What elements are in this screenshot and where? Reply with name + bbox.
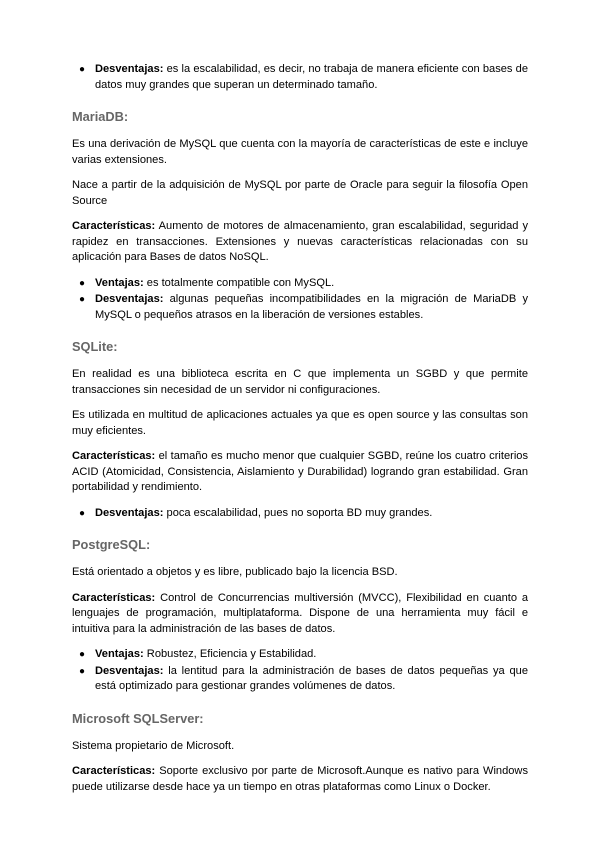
bullet-dot-icon: ●	[79, 665, 86, 677]
bullet-item	[72, 292, 528, 323]
bullet-label: Desventajas:	[95, 664, 164, 677]
paragraph	[72, 367, 528, 398]
document-page	[72, 62, 528, 805]
bullet-text: poca escalabilidad, pues no soporta BD muy grandes.	[163, 506, 433, 519]
bullet-text: la lentitud para la administración de bases de datos pequeñas ya que está optimizado para gestionar grandes volúmenes de datos.	[95, 664, 528, 692]
paragraph-text: Es utilizada en multitud de aplicaciones actuales ya que es open source y las consultas son muy eficientes.	[72, 409, 528, 437]
paragraph-text: En realidad es una biblioteca escrita en C que implementa un SGBD y que permite transacciones sin necesidad de un servidor ni configuraciones.	[72, 368, 528, 396]
paragraph-text: Aumento de motores de almacenamiento, gran escalabilidad, seguridad y rapidez en transacciones. Extensiones y nuevas características relacionadas con su aplicación para Bases de datos NoSQL.	[72, 220, 528, 263]
paragraph-text: Control de Concurrencias multiversión (MVCC), Flexibilidad en cuanto a lenguajes de programación, multiplataforma. Dispone de una herramienta muy fácil e intuitiva para la administración de las bases de datos.	[72, 591, 528, 635]
bullet-text: es la escalabilidad, es decir, no trabaja de manera eficiente con bases de datos muy grandes que superan un determinado tamaño.	[95, 63, 528, 91]
intro-bullet-list	[72, 62, 528, 93]
paragraph-text: Nace a partir de la adquisición de MySQL por parte de Oracle para seguir la filosofía Open Source	[72, 179, 528, 207]
bullet-label: Desventajas:	[95, 293, 164, 305]
bullet-dot-icon: ●	[79, 294, 86, 305]
section-heading-mariadb: MariaDB:	[72, 109, 129, 124]
bullet-list	[72, 506, 528, 522]
bullet-label: Desventajas:	[95, 63, 164, 75]
paragraph-label: Características:	[72, 450, 156, 462]
section-heading-sqlserver: Microsoft SQLServer:	[72, 710, 204, 726]
paragraph	[72, 137, 528, 168]
bullet-item	[72, 506, 528, 522]
paragraph-text: el tamaño es mucho menor que cualquier SGBD, reúne los cuatro criterios ACID (Atomicidad, Consistencia, Aislamiento y Durabilidad) logrando gran estabilidad. Gran portabilidad y rendimiento.	[72, 450, 528, 493]
paragraph-text: Está orientado a objetos y es libre, publicado bajo la licencia BSD.	[72, 566, 398, 578]
bullet-list	[72, 276, 528, 324]
bullet-item	[72, 276, 528, 292]
bullet-item	[72, 62, 528, 93]
paragraph-label: Características:	[72, 591, 156, 604]
paragraph	[72, 408, 528, 439]
paragraph-label: Características:	[72, 765, 156, 777]
paragraph-text: Soporte exclusivo por parte de Microsoft.Aunque es nativo para Windows puede utilizarse desde hace ya un tiempo en otras plataformas como Linux o Docker.	[72, 765, 528, 793]
paragraph	[72, 739, 528, 755]
paragraph-text: Sistema propietario de Microsoft.	[72, 739, 235, 752]
bullet-text: es totalmente compatible con MySQL.	[143, 276, 335, 289]
bullet-dot-icon: ●	[79, 64, 86, 75]
paragraph	[72, 764, 528, 795]
paragraph-label: Características:	[72, 220, 156, 232]
paragraph	[72, 219, 528, 266]
bullet-item	[72, 664, 528, 695]
bullet-label: Desventajas:	[95, 506, 164, 519]
bullet-text: Robustez, Eficiencia y Estabilidad.	[143, 648, 317, 660]
paragraph-text: Es una derivación de MySQL que cuenta con la mayoría de características de este e incluye varias extensiones.	[72, 138, 528, 166]
section-heading-sqlite: SQLite:	[72, 339, 118, 354]
bullet-dot-icon: ●	[79, 507, 86, 519]
section-heading-postgresql: PostgreSQL:	[72, 537, 151, 552]
bullet-list	[72, 647, 528, 695]
bullet-label: Ventajas:	[95, 648, 144, 660]
paragraph	[72, 591, 528, 638]
bullet-label: Ventajas:	[95, 276, 144, 289]
bullet-dot-icon: ●	[79, 649, 86, 660]
bullet-dot-icon: ●	[79, 277, 86, 289]
bullet-text: algunas pequeñas incompatibilidades en la migración de MariaDB y MySQL o pequeños atrasos en la liberación de versiones estables.	[95, 293, 528, 321]
paragraph	[72, 449, 528, 496]
paragraph	[72, 178, 528, 209]
bullet-item	[72, 647, 528, 663]
paragraph	[72, 565, 528, 581]
